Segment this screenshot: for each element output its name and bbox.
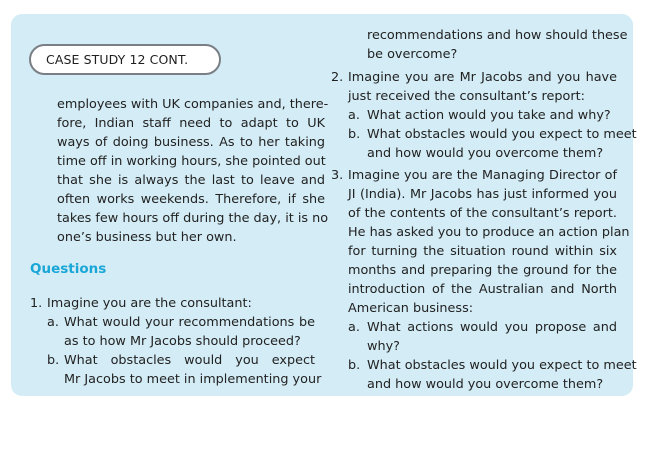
question-1b-line: be overcome? [367,47,458,62]
paragraph-line: fore, Indian staff need to adapt to UK [57,116,325,131]
question-3-line: American business: [348,301,474,316]
questions-heading: Questions [30,261,107,277]
question-3b-marker: b. [348,358,361,373]
question-3a-marker: a. [348,320,360,335]
paragraph-line: ways of doing business. As to her taking [57,135,325,150]
question-2b-marker: b. [348,127,361,142]
paragraph-line: one’s business but her own. [57,230,237,245]
case-study-badge: CASE STUDY 12 CONT. [29,44,221,75]
question-3-line: JI (India). Mr Jacobs has just informed you [348,187,617,202]
question-3-line: for turning the situation round within six [348,244,617,259]
question-3-line: months and preparing the ground for the [348,263,617,278]
question-3-line: Imagine you are the Managing Director of [348,168,617,183]
question-3-line: introduction of the Australian and North [348,282,617,297]
paragraph-line: takes few hours off during the day, it is no [57,211,329,226]
paragraph-line: often works weekends. Therefore, if she [57,192,325,207]
question-1-text: Imagine you are the consultant: [47,296,252,311]
question-2b-line: and how would you overcome them? [367,146,604,161]
question-1-number: 1. [30,296,43,311]
left-paragraph [57,95,329,247]
paragraph-line: time off in working hours, she pointed out [57,154,326,169]
question-3-line: of the contents of the consultant’s report. [348,206,617,221]
paragraph-line: that she is always the last to leave and [57,173,325,188]
question-2a-line: What action would you take and why? [367,108,611,123]
paragraph-line: employees with UK companies and, there- [57,97,329,112]
question-1b-line: What obstacles would you expect [64,353,315,368]
question-2a-marker: a. [348,108,360,123]
question-2-line: Imagine you are Mr Jacobs and you have [348,70,617,85]
question-1b-line: Mr Jacobs to meet in implementing your [64,372,322,387]
question-1b-marker: b. [47,353,60,368]
question-3b-line: and how would you overcome them? [367,377,604,392]
question-1a-marker: a. [47,315,59,330]
question-1b-line: recommendations and how should these [367,28,628,43]
question-2-number: 2. [331,70,344,85]
question-2-line: just received the consultant’s report: [348,89,585,104]
question-1a-line: What would your recommendations be [64,315,315,330]
question-3-line: He has asked you to produce an action plan [348,225,630,240]
question-1a-line: as to how Mr Jacobs should proceed? [64,334,301,349]
question-3a-line: why? [367,339,400,354]
question-3a-line: What actions would you propose and [367,320,617,335]
question-3b-line: What obstacles would you expect to meet [367,358,637,373]
question-2b-line: What obstacles would you expect to meet [367,127,637,142]
question-3-number: 3. [331,168,344,183]
